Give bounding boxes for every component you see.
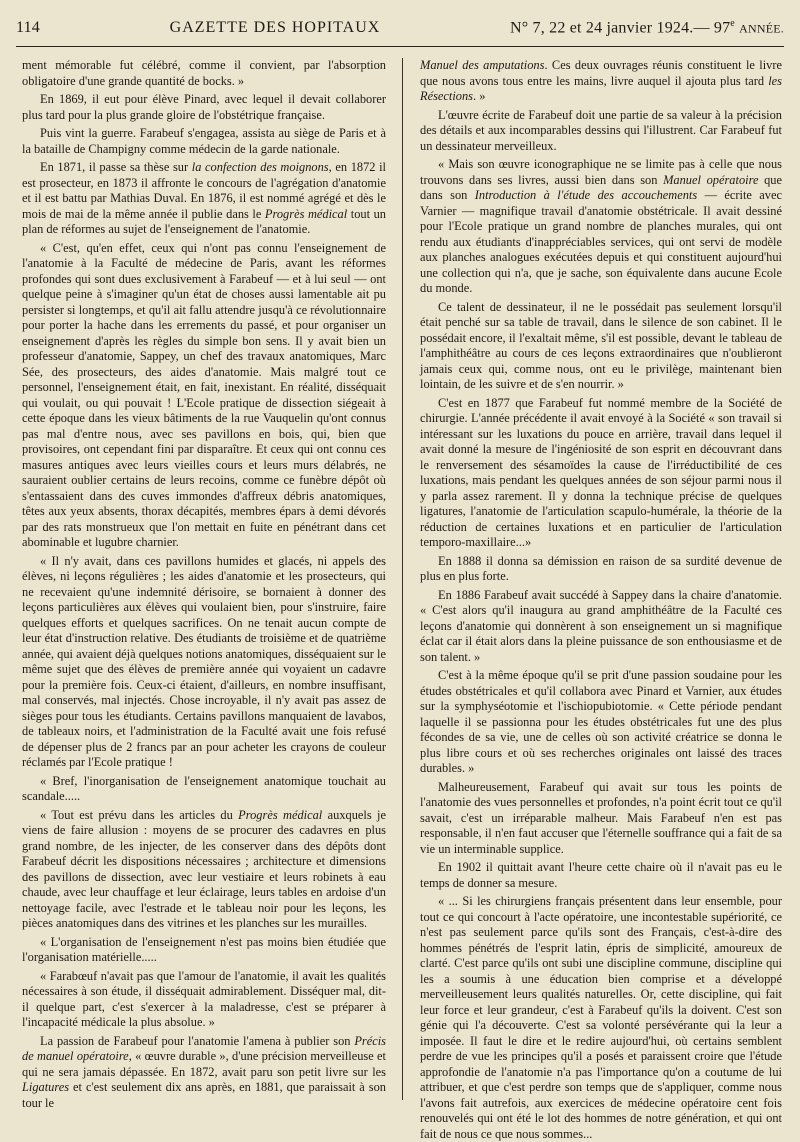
page-header: [16, 18, 784, 42]
paragraph: [22, 808, 386, 932]
paragraph: « Farabœuf n'avait pas que l'amour de l'anatomie, il avait les qualités nécessaires à son étude, il disséquait admirablement. Disséquer mal, dit-il quelque part, c'est s'exercer à la maladresse, c'est se préparer à l'incapacité médicale la plus absolue. »: [22, 968, 386, 1029]
paragraph: En 1869, il eut pour élève Pinard, avec lequel il devait collaborer plus tard pour la plus grande gloire de l'obstétrique française.: [22, 92, 386, 122]
annee-label: ANNÉE.: [739, 21, 784, 36]
italic-title: Progrès médical: [238, 807, 323, 822]
italic-title: les Résections: [420, 73, 782, 103]
text-run: tout un plan de réformes au sujet de l'enseignement de l'anatomie.: [22, 206, 386, 236]
year-suffix: e: [730, 18, 735, 29]
text-run: — écrite avec Varnier — magnifique travail d'anatomie obstétricale. Il avait dessiné pour l'Ecole pratique un grand nombre de planches murales, qui ont rendu aux étudiants d'inappréciables services, qui ont servi de modèle aux planches analogues exécutées depuis et qui constituent aujourd'hui une collection qui n'a, que je sache, son équivalente dans aucune Ecole du monde.: [420, 188, 783, 295]
text-run: , en 1872 il est prosecteur, en 1873 il affronte le concours de l'agrégation d'anatomie et il est battu par Mathias Duval. En 1876, il est nommé agrégé et dès le mois de mai de la même année il publie dans le: [22, 160, 386, 221]
text-run: auxquels je viens de faire allusion : moyens de se procurer des cadavres en plus grand nombre, de les injecter, de les conserver dans des dépôts dont Farabeuf décrit les dispositions nécessaires ; architecture et dimensions des pavillons de dissection, avec leur vestiaire et leurs robinets à eau chaude, avec leur chauffage et leur éclairage, leurs tables en ardoise d'un nettoyage facile, avec l'estrade et le tableau noir pour les leçons, les pièces anatomiques dans des vitrines et les planches sur les murailles.: [22, 807, 386, 930]
paragraph: [420, 58, 782, 105]
issue-info: [510, 18, 784, 37]
paragraph: [420, 157, 782, 297]
italic-title: Manuel opératoire: [663, 172, 759, 187]
paragraph: « ... Si les chirurgiens français présentent dans leur ensemble, pour tout ce qui concourt à l'acte opératoire, une incontestable supériorité, ce n'est pas seulement parce qu'ils sont des Français, c'est-à-dire des hommes pénétrés de l'esprit latin, épris de simplicité, amoureux de clarté. C'est parce qu'ils ont subi une discipline commune, discipline qui les a soumis à une éducation bien comprise et a développé merveilleusement leurs qualités naturelles. Or, cette discipline, qui fait leur force et leur grandeur, c'est à Farabeuf qu'ils la doivent. C'est son génie qui l'a découverte. C'est sa volonté persévérante qui la leur a imposée. Il faut le dire et le redire aujourd'hui, où certains semblent perdre de vue les principes qu'il a posés et paraissent croire que l'étude approfondie de l'anatomie n'a pas l'importance qu'on a coutume de lui attribuer, et que c'est perdre son temps que de s'appliquer, comme nous l'avons fait autrefois, aux exercices de médecine opératoire cent fois renouvelés qui ont été le lot des hommes de notre génération, et qui ont fait de nous ce que nous sommes...: [420, 894, 782, 1141]
paragraph: [22, 1034, 386, 1112]
paragraph: C'est en 1877 que Farabeuf fut nommé membre de la Société de chirurgie. L'année précédente il avait envoyé à la Société « son travail si intéressant sur les luxations du pouce en arrière, travail dans lequel il avait donné la mesure de l'ingéniosité de son esprit en découvrant dans le renversement des sésamoïdes la cause de l'irréductibilité de ces luxations, mais pendant les quelques années de son séjour parmi nous il y parla assez rarement. Il y donna la technique précise de quelques ligatures, l'anatomie de l'articulation scapulo-humérale, la théorie de la réduction de certaines luxations et en particulier de l'articulation temporo-maxillaire...»: [420, 395, 782, 549]
left-column: [22, 58, 387, 1110]
italic-title: Manuel des amputations: [420, 58, 545, 72]
text-run: que dans son: [420, 172, 782, 202]
text-run: En 1871, il passe sa thèse sur: [40, 160, 192, 174]
paragraph: Malheureusement, Farabeuf qui avait sur tous les points de l'anatomie des vues personnelles et profondes, n'a point écrit tout ce qu'il savait, c'est un irréparable malheur. Mais Farabeuf n'en est pas responsable, il n'en faut accuser que l'éternelle souffrance qui a fait de sa vie un interminable supplice.: [420, 779, 782, 856]
italic-title: Progrès médical: [264, 206, 348, 221]
paragraph: « Il n'y avait, dans ces pavillons humides et glacés, ni appels des élèves, ni leçons régulières ; les aides d'anatomie et les prosecteurs, qui ne recevaient qu'une indemnité dérisoire, se bornaient à donner des leçons particulières aux élèves qui voulaient bien, pour s'instruire, faire quelques efforts et quelques sacrifices. On ne tenait aucun compte de leur état d'instruction relative. Des étudiants de troisième et de quatrième année, qui avaient déjà quelques notions anatomiques, disséquaient sur le même sujet que des élèves de première année qui voyaient un cadavre pour la première fois. Ceux-ci étaient, d'ailleurs, en nombre insuffisant, mal conservés, mal injectés. Chose incroyable, il n'y avait pas assez de sièges pour tous les étudiants. Certains pavillons manquaient de lavabos, de tableaux noirs, et l'administration de la Faculté avait une fois refusé de dépenser plus de 2 francs par an pour acheter les crayons de couleur réclamés par l'Ecole pratique !: [22, 553, 386, 769]
text-run: . »: [473, 89, 486, 103]
paragraph: « C'est, qu'en effet, ceux qui n'ont pas connu l'enseignement de l'anatomie à la Faculté de médecine de Paris, avant les réformes profondes qui sont dues exclusivement à Farabeuf — et à lui seul — ont quelque peine à s'imaginer qu'un état de choses aussi lamentable ait pu persister si longtemps, et qu'il ait fallu attendre jusqu'à ce révolutionnaire pour porter la hache dans les errements du passé, et pour organiser un enseignement d'après les règles du simple bon sens. Il y avait bien un professeur d'anatomie, Sappey, un chef des travaux anatomiques, Marc Sée, des prosecteurs, des aides d'anatomie. Mais malgré tout ce personnel, l'enseignement était, en fait, inexistant. En réalité, disséquait qui voulait, ou qui pouvait ! L'Ecole pratique de dissection siégeait à cette époque dans les vieux bâtiments de la rue Vauquelin qu'ont connus pas mal d'entre nous, avec ses pavillons en bois, qui, bien que provisoires, ont cependant fini par disparaître. Et ceux qui ont connu ces masures antiques avec leurs vieilles cours et leurs murs délabrés, ne sauraient oublier certains de leurs recoins, comme ce funèbre dépôt où s'entassaient dans des cuves immondes d'affreux débris anatomiques, têtes aux yeux absents, thorax décapités, membres épars à demi dévorés par des rats monstrueux que l'on mettait en fuite en pénétrant dans cet abominable et lugubre charnier.: [22, 240, 386, 549]
paragraph: « Bref, l'inorganisation de l'enseignement anatomique touchait au scandale.....: [22, 773, 386, 803]
column-divider: [402, 58, 403, 1100]
paragraph: En 1902 il quittait avant l'heure cette chaire où il n'avait pas eu le temps de donner sa mesure.: [420, 860, 782, 890]
text-run: , « œuvre durable », d'une précision merveilleuse et qui ne sera jamais dépassée. En 1872, avait paru son petit livre sur les: [22, 1049, 387, 1079]
paragraph: « L'organisation de l'enseignement n'est pas moins bien étudiée que l'organisation matérielle.....: [22, 934, 386, 964]
italic-title: la confection des moignons: [191, 160, 329, 174]
text-run: « Tout est prévu dans les articles du: [40, 807, 239, 822]
right-column: [420, 58, 783, 1141]
paragraph: Ce talent de dessinateur, il ne le possédait pas seulement lorsqu'il était penché sur sa table de travail, dans le silence de son cabinet. Il le possédait encore, il l'exaltait même, s'il est possible, devant le tableau de l'amphithéâtre au cours de ces leçons extraordinaires que n'oublieront jamais ceux qui, comme nous, ont eu le privilège, maintenant bien lointain, de les suivre et de s'en nourrir. »: [420, 299, 782, 391]
header-rule: [16, 46, 784, 47]
paragraph: C'est à la même époque qu'il se prit d'une passion soudaine pour les études obstétricales et qu'il collabora avec Pinard et Varnier, aux études sur la symphyséotomie et l'ischiopubiotomie. « Cette période pendant laquelle il se passionna pour les études obstétricales fut une des plus fécondes de sa vie, une de celles où son activité créatrice se donna le plus libre cours et où ses recherches originales ont laissé des traces durables. »: [420, 668, 782, 775]
paragraph: L'œuvre écrite de Farabeuf doit une partie de sa valeur à la précision des détails et aux incomparables dessins qui l'illustrent. Car Farabeuf fut un dessinateur merveilleux.: [420, 107, 782, 153]
text-run: et c'est seulement dix ans après, en 1881, que paraissait à son tour le: [22, 1080, 386, 1110]
journal-title: GAZETTE DES HOPITAUX: [169, 19, 381, 37]
page-number: 114: [16, 19, 41, 37]
paragraph: En 1888 il donna sa démission en raison de sa surdité devenue de plus en plus forte.: [420, 553, 782, 583]
paragraph: ment mémorable fut célébré, comme il convient, par l'absorption obligatoire d'une grande quantité de bocks. »: [22, 58, 386, 88]
text-run: « Mais son œuvre iconographique ne se limite pas à celle que nous trouvons dans ses livres, aussi bien dans son: [420, 157, 782, 187]
paragraph: [22, 160, 386, 238]
issue-date: N° 7, 22 et 24 janvier 1924.— 97: [509, 19, 731, 37]
italic-title: Introduction à l'étude des accouchements: [474, 188, 698, 202]
paragraph: Puis vint la guerre. Farabeuf s'engagea, assista au siège de Paris et à la bataille de Champigny comme médecin de la garde nationale.: [22, 126, 386, 156]
text-run: . Ces deux ouvrages réunis constituent le livre que nous avons tous entre les mains, livre auquel il ajouta plus tard: [420, 58, 782, 88]
paragraph: En 1886 Farabeuf avait succédé à Sappey dans la chaire d'anatomie. « C'est alors qu'il inaugura au grand amphithéâtre de la Faculté ces leçons d'anatomie qui donnèrent à son enseignement un si magnifique éclat car il était alors dans la pleine puissance de son enthousiasme et de son talent. »: [420, 587, 782, 664]
italic-title: Ligatures: [22, 1080, 70, 1094]
italic-title: Précis de manuel opératoire: [22, 1033, 386, 1063]
text-run: La passion de Farabeuf pour l'anatomie l'amena à publier son: [40, 1033, 355, 1048]
